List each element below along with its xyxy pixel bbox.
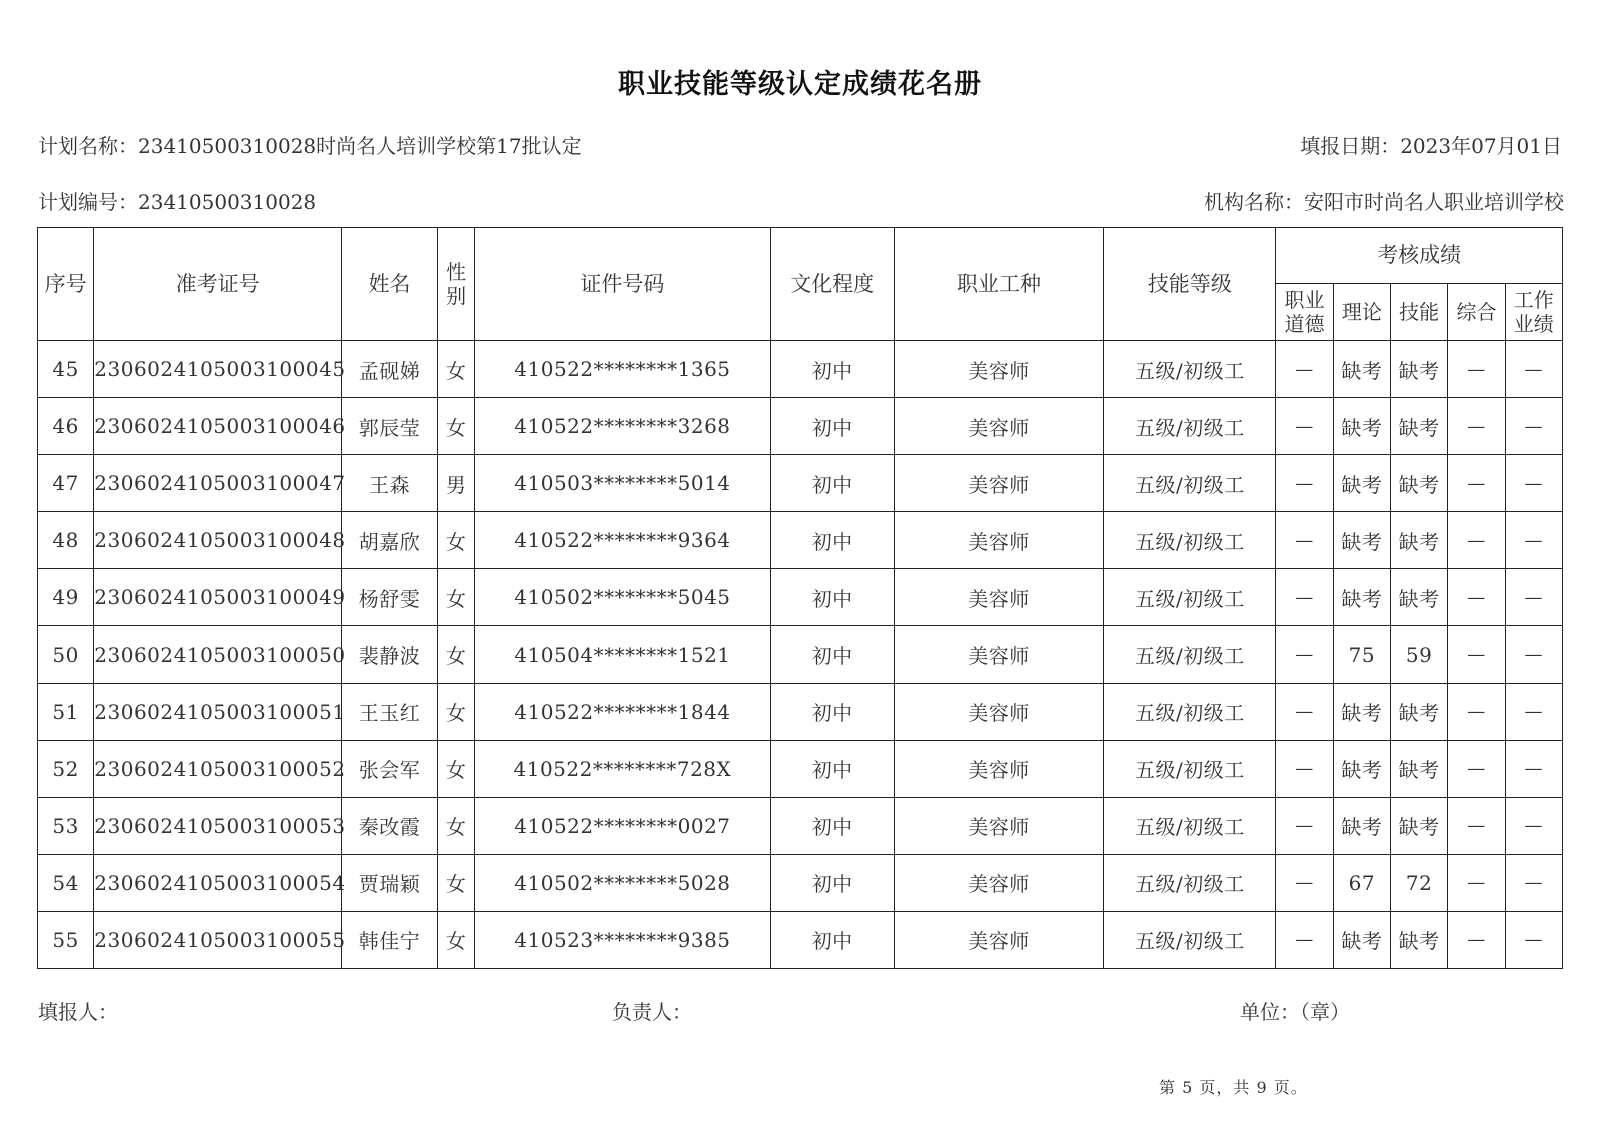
cell-id-number: 410502********5028 <box>475 854 771 911</box>
cell-education: 初中 <box>770 455 894 512</box>
table-row <box>38 569 1563 626</box>
fill-date: 填报日期：2023年07月01日 <box>1300 134 1562 158</box>
cell-overall: — <box>1448 683 1505 740</box>
header-gender: 性别 <box>438 228 475 341</box>
cell-skill-level: 五级/初级工 <box>1104 398 1276 455</box>
cell-work: — <box>1505 512 1562 569</box>
cell-skill-level: 五级/初级工 <box>1104 740 1276 797</box>
header-score-group: 考核成绩 <box>1276 228 1563 284</box>
cell-education: 初中 <box>770 512 894 569</box>
cell-skill: 72 <box>1390 854 1447 911</box>
cell-skill-level: 五级/初级工 <box>1104 797 1276 854</box>
cell-id-number: 410522********9364 <box>475 512 771 569</box>
cell-name: 王森 <box>341 455 437 512</box>
cell-seq: 49 <box>38 569 94 626</box>
cell-work: — <box>1505 683 1562 740</box>
cell-gender: 女 <box>438 911 475 968</box>
cell-gender: 女 <box>438 740 475 797</box>
cell-occupation: 美容师 <box>894 797 1104 854</box>
table-row <box>38 455 1563 512</box>
cell-occupation: 美容师 <box>894 341 1104 398</box>
cell-ethics: — <box>1276 683 1333 740</box>
cell-gender: 女 <box>438 683 475 740</box>
plan-name: 计划名称：23410500310028时尚名人培训学校第17批认定 <box>38 134 582 158</box>
cell-name: 王玉红 <box>341 683 437 740</box>
cell-overall: — <box>1448 398 1505 455</box>
header-ethics: 职业道德 <box>1276 284 1333 341</box>
cell-seq: 47 <box>38 455 94 512</box>
cell-skill: 缺考 <box>1390 512 1447 569</box>
cell-work: — <box>1505 341 1562 398</box>
cell-name: 郭辰莹 <box>341 398 437 455</box>
cell-ticket: 2306024105003100048 <box>94 512 342 569</box>
cell-skill: 缺考 <box>1390 398 1447 455</box>
cell-work: — <box>1505 797 1562 854</box>
cell-work: — <box>1505 911 1562 968</box>
cell-ticket: 2306024105003100047 <box>94 455 342 512</box>
cell-gender: 女 <box>438 512 475 569</box>
header-ticket: 准考证号 <box>94 228 342 341</box>
cell-seq: 54 <box>38 854 94 911</box>
table-row <box>38 854 1563 911</box>
cell-id-number: 410522********0027 <box>475 797 771 854</box>
plan-number: 计划编号：23410500310028 <box>38 190 317 214</box>
cell-gender: 男 <box>438 455 475 512</box>
cell-ticket: 2306024105003100052 <box>94 740 342 797</box>
cell-work: — <box>1505 626 1562 683</box>
cell-overall: — <box>1448 569 1505 626</box>
cell-theory: 缺考 <box>1333 455 1390 512</box>
filler-signature-label: 填报人： <box>38 1000 118 1024</box>
cell-education: 初中 <box>770 683 894 740</box>
cell-theory: 缺考 <box>1333 740 1390 797</box>
cell-work: — <box>1505 740 1562 797</box>
cell-overall: — <box>1448 911 1505 968</box>
cell-ticket: 2306024105003100054 <box>94 854 342 911</box>
cell-gender: 女 <box>438 626 475 683</box>
cell-work: — <box>1505 398 1562 455</box>
cell-work: — <box>1505 569 1562 626</box>
cell-ticket: 2306024105003100050 <box>94 626 342 683</box>
cell-skill-level: 五级/初级工 <box>1104 569 1276 626</box>
cell-education: 初中 <box>770 911 894 968</box>
header-skill: 技能 <box>1390 284 1447 341</box>
cell-education: 初中 <box>770 341 894 398</box>
header-skill-level: 技能等级 <box>1104 228 1276 341</box>
cell-occupation: 美容师 <box>894 740 1104 797</box>
cell-overall: — <box>1448 341 1505 398</box>
table-row <box>38 911 1563 968</box>
cell-skill-level: 五级/初级工 <box>1104 512 1276 569</box>
score-roster-table <box>37 227 1563 969</box>
table-row <box>38 512 1563 569</box>
cell-seq: 51 <box>38 683 94 740</box>
cell-skill-level: 五级/初级工 <box>1104 854 1276 911</box>
header-id-number: 证件号码 <box>475 228 771 341</box>
cell-overall: — <box>1448 854 1505 911</box>
cell-id-number: 410522********1365 <box>475 341 771 398</box>
header-education: 文化程度 <box>770 228 894 341</box>
cell-work: — <box>1505 455 1562 512</box>
cell-seq: 55 <box>38 911 94 968</box>
cell-name: 韩佳宁 <box>341 911 437 968</box>
cell-ethics: — <box>1276 341 1333 398</box>
cell-theory: 缺考 <box>1333 398 1390 455</box>
header-seq: 序号 <box>38 228 94 341</box>
cell-id-number: 410522********1844 <box>475 683 771 740</box>
cell-skill: 缺考 <box>1390 911 1447 968</box>
cell-skill-level: 五级/初级工 <box>1104 683 1276 740</box>
cell-theory: 缺考 <box>1333 911 1390 968</box>
table-row <box>38 740 1563 797</box>
cell-ethics: — <box>1276 626 1333 683</box>
table-row <box>38 398 1563 455</box>
cell-education: 初中 <box>770 797 894 854</box>
cell-education: 初中 <box>770 398 894 455</box>
cell-id-number: 410504********1521 <box>475 626 771 683</box>
header-name: 姓名 <box>341 228 437 341</box>
cell-ticket: 2306024105003100045 <box>94 341 342 398</box>
cell-education: 初中 <box>770 569 894 626</box>
cell-gender: 女 <box>438 398 475 455</box>
cell-seq: 48 <box>38 512 94 569</box>
cell-gender: 女 <box>438 797 475 854</box>
cell-id-number: 410522********3268 <box>475 398 771 455</box>
cell-occupation: 美容师 <box>894 854 1104 911</box>
cell-overall: — <box>1448 740 1505 797</box>
cell-theory: 缺考 <box>1333 512 1390 569</box>
cell-ticket: 2306024105003100055 <box>94 911 342 968</box>
cell-occupation: 美容师 <box>894 455 1104 512</box>
cell-skill: 缺考 <box>1390 797 1447 854</box>
cell-seq: 52 <box>38 740 94 797</box>
cell-ethics: — <box>1276 569 1333 626</box>
cell-skill: 缺考 <box>1390 341 1447 398</box>
cell-seq: 53 <box>38 797 94 854</box>
cell-education: 初中 <box>770 854 894 911</box>
cell-occupation: 美容师 <box>894 626 1104 683</box>
cell-skill: 59 <box>1390 626 1447 683</box>
cell-name: 胡嘉欣 <box>341 512 437 569</box>
cell-skill-level: 五级/初级工 <box>1104 911 1276 968</box>
document-title: 职业技能等级认定成绩花名册 <box>618 69 982 100</box>
cell-ethics: — <box>1276 740 1333 797</box>
cell-id-number: 410503********5014 <box>475 455 771 512</box>
cell-theory: 缺考 <box>1333 683 1390 740</box>
cell-seq: 50 <box>38 626 94 683</box>
cell-ticket: 2306024105003100053 <box>94 797 342 854</box>
cell-overall: — <box>1448 797 1505 854</box>
organization-name: 机构名称：安阳市时尚名人职业培训学校 <box>1204 190 1564 214</box>
cell-theory: 缺考 <box>1333 797 1390 854</box>
cell-ticket: 2306024105003100051 <box>94 683 342 740</box>
cell-occupation: 美容师 <box>894 512 1104 569</box>
cell-ethics: — <box>1276 911 1333 968</box>
page-indicator: 第 5 页，共 9 页。 <box>1159 1078 1308 1097</box>
cell-seq: 45 <box>38 341 94 398</box>
cell-name: 孟砚娣 <box>341 341 437 398</box>
cell-overall: — <box>1448 626 1505 683</box>
cell-name: 裴静波 <box>341 626 437 683</box>
cell-name: 贾瑞颖 <box>341 854 437 911</box>
cell-id-number: 410502********5045 <box>475 569 771 626</box>
cell-ethics: — <box>1276 854 1333 911</box>
cell-work: — <box>1505 854 1562 911</box>
cell-theory: 缺考 <box>1333 341 1390 398</box>
cell-skill: 缺考 <box>1390 455 1447 512</box>
cell-theory: 缺考 <box>1333 569 1390 626</box>
responsible-person-label: 负责人： <box>612 1000 692 1024</box>
table-row <box>38 341 1563 398</box>
header-overall: 综合 <box>1448 284 1505 341</box>
cell-name: 秦改霞 <box>341 797 437 854</box>
cell-ethics: — <box>1276 512 1333 569</box>
cell-overall: — <box>1448 512 1505 569</box>
cell-skill-level: 五级/初级工 <box>1104 455 1276 512</box>
header-work: 工作业绩 <box>1505 284 1562 341</box>
table-row <box>38 683 1563 740</box>
cell-skill-level: 五级/初级工 <box>1104 626 1276 683</box>
cell-gender: 女 <box>438 854 475 911</box>
cell-theory: 67 <box>1333 854 1390 911</box>
cell-occupation: 美容师 <box>894 683 1104 740</box>
cell-gender: 女 <box>438 569 475 626</box>
cell-ticket: 2306024105003100046 <box>94 398 342 455</box>
table-row <box>38 797 1563 854</box>
cell-name: 杨舒雯 <box>341 569 437 626</box>
cell-gender: 女 <box>438 341 475 398</box>
header-theory: 理论 <box>1333 284 1390 341</box>
cell-occupation: 美容师 <box>894 569 1104 626</box>
cell-theory: 75 <box>1333 626 1390 683</box>
cell-ethics: — <box>1276 797 1333 854</box>
cell-education: 初中 <box>770 626 894 683</box>
cell-id-number: 410523********9385 <box>475 911 771 968</box>
cell-overall: — <box>1448 455 1505 512</box>
cell-name: 张会军 <box>341 740 437 797</box>
cell-id-number: 410522********728X <box>475 740 771 797</box>
cell-skill: 缺考 <box>1390 740 1447 797</box>
cell-education: 初中 <box>770 740 894 797</box>
cell-seq: 46 <box>38 398 94 455</box>
table-row <box>38 626 1563 683</box>
unit-seal-label: 单位：（章） <box>1240 1000 1350 1024</box>
cell-ethics: — <box>1276 455 1333 512</box>
cell-skill: 缺考 <box>1390 569 1447 626</box>
cell-occupation: 美容师 <box>894 398 1104 455</box>
cell-occupation: 美容师 <box>894 911 1104 968</box>
cell-skill-level: 五级/初级工 <box>1104 341 1276 398</box>
header-occupation: 职业工种 <box>894 228 1104 341</box>
cell-ticket: 2306024105003100049 <box>94 569 342 626</box>
cell-skill: 缺考 <box>1390 683 1447 740</box>
cell-ethics: — <box>1276 398 1333 455</box>
